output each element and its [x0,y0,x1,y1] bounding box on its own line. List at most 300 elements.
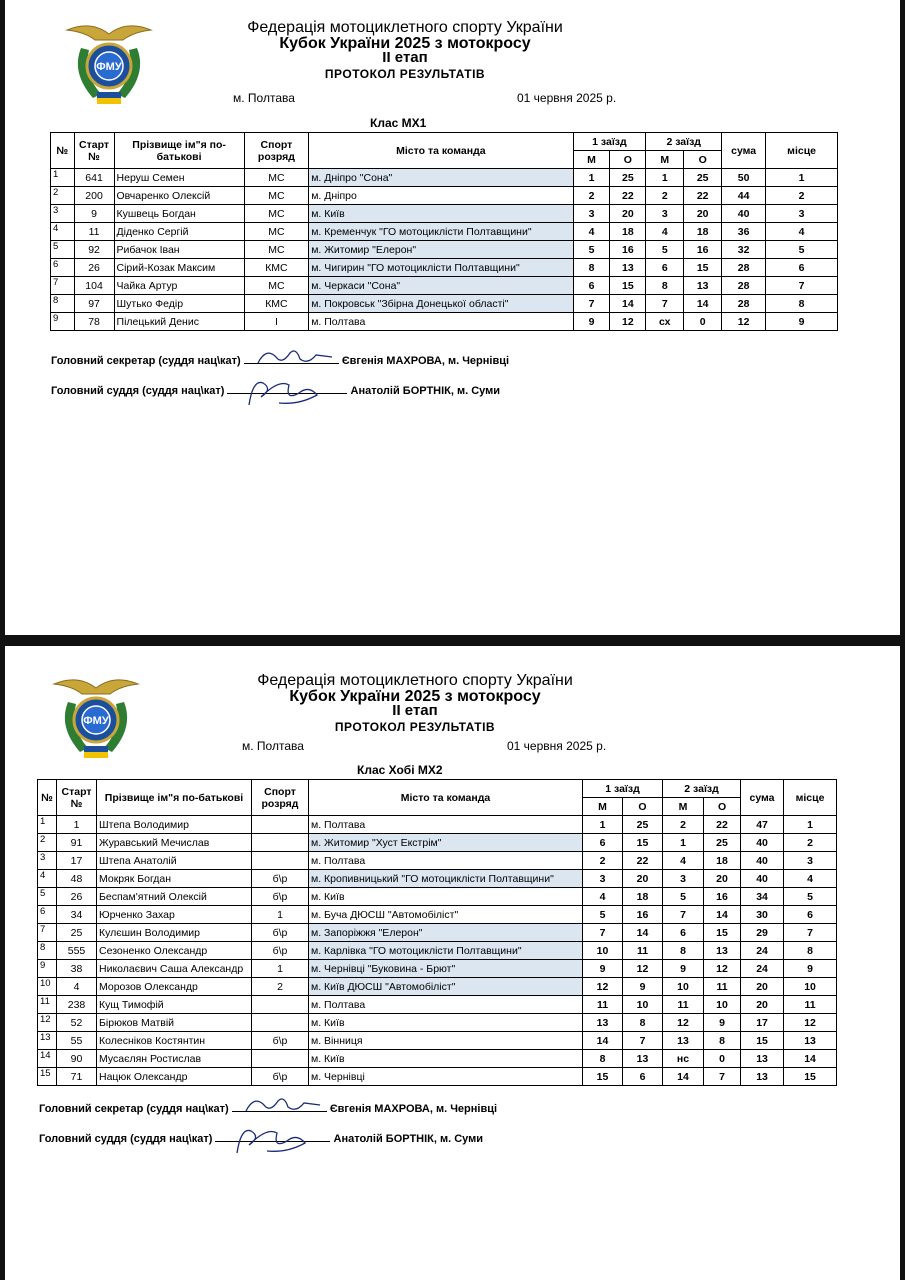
fmsu-logo [63,18,155,108]
total-points: 15 [741,1032,784,1050]
row-number: 3 [51,205,75,223]
table-row [38,816,837,834]
row-number: 8 [38,942,57,960]
race1-position: 1 [573,169,610,187]
sport-rank: КМС [244,295,309,313]
race1-position: 5 [573,241,610,259]
race1-position: 3 [583,870,623,888]
race2-points: 20 [684,205,722,223]
start-number: 34 [57,906,97,924]
race1-position: 2 [573,187,610,205]
sport-rank: б\р [252,1068,309,1086]
federation-name: Федерація мотоциклетного спорту України [247,19,563,36]
sport-rank: б\р [252,924,309,942]
race2-position: 8 [646,277,684,295]
col-header-race1: 1 заїзд [583,780,663,798]
table-row [51,313,838,331]
race2-position: 12 [663,1014,704,1032]
race2-points: 7 [704,1068,741,1086]
final-place: 10 [784,978,837,996]
start-number: 200 [74,187,114,205]
start-number: 97 [74,295,114,313]
city-team: м. Покровськ "Збірна Донецької області" [309,295,573,313]
class-title: Клас МХ1 [370,116,427,130]
judge-signature-line [51,385,500,397]
row-number: 12 [38,1014,57,1032]
sport-rank: б\р [252,888,309,906]
city-team: м. Дніпро "Сона" [309,169,573,187]
secretary-name: Євгенія МАХРОВА, м. Чернівці [329,1103,498,1115]
row-number: 7 [38,924,57,942]
table-row [38,960,837,978]
col-header-start: Старт № [57,780,97,816]
rider-name: Мусаєлян Ростислав [97,1050,252,1068]
rider-name: Овчаренко Олексій [114,187,244,205]
final-place: 5 [784,888,837,906]
final-place: 9 [784,960,837,978]
rider-name: Колесніков Костянтин [97,1032,252,1050]
results-table [37,779,837,1086]
col-header-place: місце [784,780,837,816]
race1-points: 16 [610,241,646,259]
final-place: 6 [766,259,838,277]
race1-position: 3 [573,205,610,223]
table-row [51,169,838,187]
start-number: 11 [74,223,114,241]
race2-position: нс [663,1050,704,1068]
rider-name: Кущ Тимофій [97,996,252,1014]
judge-signature [215,1141,330,1142]
results-body [38,816,837,1086]
row-number: 1 [51,169,75,187]
sport-rank: 1 [252,906,309,924]
judge-signature [227,393,347,394]
sport-rank: МС [244,169,309,187]
rider-name: Діденко Сергій [114,223,244,241]
final-place: 9 [766,313,838,331]
final-place: 1 [766,169,838,187]
race2-position: 1 [663,834,704,852]
race1-points: 12 [610,313,646,331]
race1-points: 6 [623,1068,663,1086]
col-header-m1: М [573,151,610,169]
row-number: 14 [38,1050,57,1068]
row-number: 5 [51,241,75,259]
total-points: 13 [741,1050,784,1068]
race1-points: 13 [610,259,646,277]
city-team: м. Київ [309,888,583,906]
start-number: 71 [57,1068,97,1086]
judge-label: Головний суддя (суддя нац\кат) [51,385,225,397]
race2-position: 13 [663,1032,704,1050]
race1-position: 5 [583,906,623,924]
total-points: 40 [741,870,784,888]
final-place: 6 [784,906,837,924]
final-place: 5 [766,241,838,259]
city-team: м. Київ [309,205,573,223]
race2-position: 3 [663,870,704,888]
fmsu-logo [50,672,142,762]
sport-rank: б\р [252,942,309,960]
total-points: 47 [741,816,784,834]
sport-rank [252,816,309,834]
protocol-title: ПРОТОКОЛ РЕЗУЛЬТАТІВ [334,720,496,734]
rider-name: Нацюк Олександр [97,1068,252,1086]
final-place: 13 [784,1032,837,1050]
row-number: 10 [38,978,57,996]
secretary-signature-line [39,1103,497,1115]
start-number: 641 [74,169,114,187]
race1-position: 6 [573,277,610,295]
judge-label: Головний суддя (суддя нац\кат) [39,1133,213,1145]
col-header-o2: О [704,798,741,816]
race1-position: 9 [583,960,623,978]
race2-points: 22 [684,187,722,205]
race2-points: 14 [684,295,722,313]
protocol-title: ПРОТОКОЛ РЕЗУЛЬТАТІВ [324,67,486,81]
stage-title: II етап [392,702,438,719]
race2-position: 7 [663,906,704,924]
event-date: 01 червня 2025 р. [517,91,617,105]
race1-position: 10 [583,942,623,960]
city-team: м. Черкаси "Сона" [309,277,573,295]
table-row [38,834,837,852]
row-number: 2 [38,834,57,852]
race2-position: 14 [663,1068,704,1086]
city-team: м. Вінниця [309,1032,583,1050]
secretary-label: Головний секретар (суддя нац\кат) [39,1103,229,1115]
col-header-rank: Спорт розряд [252,780,309,816]
race1-position: 12 [583,978,623,996]
results-table [50,132,838,331]
race1-position: 13 [583,1014,623,1032]
total-points: 32 [722,241,766,259]
city-team: м. Київ [309,1014,583,1032]
table-row [38,852,837,870]
race2-position: 9 [663,960,704,978]
race1-position: 9 [573,313,610,331]
race2-points: 13 [684,277,722,295]
race2-points: 16 [704,888,741,906]
col-header-m2: М [646,151,684,169]
table-row [38,924,837,942]
race2-position: 7 [646,295,684,313]
final-place: 2 [766,187,838,205]
race2-position: 5 [646,241,684,259]
start-number: 26 [57,888,97,906]
start-number: 48 [57,870,97,888]
rider-name: Журавський Мечислав [97,834,252,852]
race2-position: 4 [646,223,684,241]
sport-rank: МС [244,205,309,223]
row-number: 4 [51,223,75,241]
city-team: м. Чигирин "ГО мотоциклісти Полтавщини" [309,259,573,277]
race1-position: 14 [583,1032,623,1050]
race1-points: 18 [610,223,646,241]
rider-name: Сезоненко Олександр [97,942,252,960]
race2-points: 25 [704,834,741,852]
start-number: 55 [57,1032,97,1050]
start-number: 9 [74,205,114,223]
federation-name: Федерація мотоциклетного спорту України [257,672,573,689]
race1-points: 13 [623,1050,663,1068]
race1-points: 14 [610,295,646,313]
col-header-name: Прізвище ім"я по-батькові [97,780,252,816]
race1-position: 7 [583,924,623,942]
race2-points: 14 [704,906,741,924]
race1-points: 12 [623,960,663,978]
race2-points: 15 [704,924,741,942]
race1-position: 11 [583,996,623,1014]
total-points: 50 [722,169,766,187]
total-points: 24 [741,942,784,960]
city-team: м. Житомир "Елерон" [309,241,573,259]
race2-position: 4 [663,852,704,870]
race1-points: 18 [623,888,663,906]
col-header-start: Старт № [74,133,114,169]
protocol-page-hobby-mx2 [5,646,900,1280]
rider-name: Николаєвич Саша Александр [97,960,252,978]
race1-position: 6 [583,834,623,852]
city-team: м. Кропивницький "ГО мотоциклісти Полтавщини" [309,870,583,888]
col-header-m1: М [583,798,623,816]
race2-points: 18 [684,223,722,241]
final-place: 8 [784,942,837,960]
col-header-race2: 2 заїзд [646,133,722,151]
table-row [51,187,838,205]
col-header-o1: О [623,798,663,816]
final-place: 4 [784,870,837,888]
table-row [38,942,837,960]
race1-points: 14 [623,924,663,942]
rider-name: Мокряк Богдан [97,870,252,888]
final-place: 2 [784,834,837,852]
race2-position: 1 [646,169,684,187]
table-row [38,1014,837,1032]
total-points: 13 [741,1068,784,1086]
race2-position: 8 [663,942,704,960]
results-body [51,169,838,331]
judge-signature-line [39,1133,483,1145]
rider-name: Юрченко Захар [97,906,252,924]
sport-rank: б\р [252,1032,309,1050]
race2-position: 6 [646,259,684,277]
rider-name: Кушвець Богдан [114,205,244,223]
city-team: м. Запоріжжя "Елерон" [309,924,583,942]
cup-title: Кубок України 2025 з мотокросу [279,35,531,52]
secretary-signature [232,1111,327,1112]
final-place: 11 [784,996,837,1014]
sport-rank [252,1050,309,1068]
final-place: 14 [784,1050,837,1068]
protocol-page-mx1 [5,0,900,635]
row-number: 6 [51,259,75,277]
rider-name: Пілецький Денис [114,313,244,331]
sport-rank: б\р [252,870,309,888]
race2-points: 16 [684,241,722,259]
race2-position: 5 [663,888,704,906]
rider-name: Штепа Анатолій [97,852,252,870]
race1-points: 8 [623,1014,663,1032]
city-team: м. Чернівці "Буковина - Брют" [309,960,583,978]
final-place: 4 [766,223,838,241]
total-points: 28 [722,277,766,295]
col-header-race2: 2 заїзд [663,780,741,798]
race1-position: 2 [583,852,623,870]
race1-points: 15 [623,834,663,852]
start-number: 25 [57,924,97,942]
total-points: 36 [722,223,766,241]
race1-position: 4 [583,888,623,906]
race2-position: 6 [663,924,704,942]
race1-position: 1 [583,816,623,834]
city-team: м. Кременчук "ГО мотоциклісти Полтавщини" [309,223,573,241]
rider-name: Бірюков Матвій [97,1014,252,1032]
rider-name: Рибачок Іван [114,241,244,259]
sport-rank: 1 [252,960,309,978]
total-points: 20 [741,996,784,1014]
col-header-no: № [38,780,57,816]
svg-text:ФМУ: ФМУ [96,61,122,73]
city-team: м. Дніпро [309,187,573,205]
total-points: 40 [741,834,784,852]
race1-points: 20 [610,205,646,223]
row-number: 5 [38,888,57,906]
race2-points: 22 [704,816,741,834]
table-row [38,1068,837,1086]
table-row [38,996,837,1014]
sport-rank: МС [244,277,309,295]
race1-points: 9 [623,978,663,996]
col-header-rank: Спорт розряд [244,133,309,169]
rider-name: Чайка Артур [114,277,244,295]
table-row [38,1050,837,1068]
rider-name: Штепа Володимир [97,816,252,834]
city-team: м. Київ [309,1050,583,1068]
col-header-sum: сума [722,133,766,169]
sport-rank: I [244,313,309,331]
col-header-no: № [51,133,75,169]
city-team: м. Буча ДЮСШ "Автомобіліст" [309,906,583,924]
race1-points: 15 [610,277,646,295]
total-points: 28 [722,295,766,313]
race1-points: 16 [623,906,663,924]
race2-points: 0 [684,313,722,331]
col-header-m2: М [663,798,704,816]
race2-points: 13 [704,942,741,960]
start-number: 4 [57,978,97,996]
race2-position: 2 [663,816,704,834]
row-number: 4 [38,870,57,888]
table-row [38,906,837,924]
race1-position: 4 [573,223,610,241]
rider-name: Кулєшин Володимир [97,924,252,942]
total-points: 29 [741,924,784,942]
table-row [38,1032,837,1050]
start-number: 90 [57,1050,97,1068]
total-points: 44 [722,187,766,205]
start-number: 26 [74,259,114,277]
city-team: м. Полтава [309,996,583,1014]
sport-rank: 2 [252,978,309,996]
table-row [38,888,837,906]
row-number: 1 [38,816,57,834]
race1-points: 10 [623,996,663,1014]
race1-points: 22 [623,852,663,870]
final-place: 7 [784,924,837,942]
table-row [38,870,837,888]
stage-title: II етап [382,49,428,66]
sport-rank [252,852,309,870]
race2-points: 8 [704,1032,741,1050]
event-date: 01 червня 2025 р. [507,739,607,753]
final-place: 15 [784,1068,837,1086]
secretary-signature-line [51,355,509,367]
final-place: 1 [784,816,837,834]
total-points: 40 [741,852,784,870]
final-place: 3 [784,852,837,870]
secretary-name: Євгенія МАХРОВА, м. Чернівці [341,355,510,367]
rider-name: Шутько Федір [114,295,244,313]
race1-points: 22 [610,187,646,205]
race2-points: 9 [704,1014,741,1032]
table-row [38,978,837,996]
start-number: 38 [57,960,97,978]
total-points: 28 [722,259,766,277]
row-number: 8 [51,295,75,313]
start-number: 92 [74,241,114,259]
table-row [51,205,838,223]
start-number: 78 [74,313,114,331]
final-place: 7 [766,277,838,295]
race2-points: 0 [704,1050,741,1068]
judge-name: Анатолій БОРТНІК, м. Суми [350,385,501,397]
race1-position: 8 [583,1050,623,1068]
sport-rank [252,996,309,1014]
cup-title: Кубок України 2025 з мотокросу [289,688,541,705]
race2-points: 20 [704,870,741,888]
event-city: м. Полтава [233,91,295,105]
col-header-o2: О [684,151,722,169]
city-team: м. Київ ДЮСШ "Автомобіліст" [309,978,583,996]
city-team: м. Полтава [309,313,573,331]
row-number: 9 [38,960,57,978]
race1-position: 15 [583,1068,623,1086]
sport-rank: МС [244,241,309,259]
col-header-place: місце [766,133,838,169]
judge-name: Анатолій БОРТНІК, м. Суми [333,1133,484,1145]
secretary-signature [244,363,339,364]
total-points: 30 [741,906,784,924]
start-number: 17 [57,852,97,870]
race2-points: 12 [704,960,741,978]
city-team: м. Житомир "Хуст Екстрім" [309,834,583,852]
total-points: 34 [741,888,784,906]
row-number: 2 [51,187,75,205]
race2-position: 11 [663,996,704,1014]
race2-points: 25 [684,169,722,187]
rider-name: Морозов Олександр [97,978,252,996]
total-points: 20 [741,978,784,996]
total-points: 40 [722,205,766,223]
race1-points: 20 [623,870,663,888]
race2-position: 10 [663,978,704,996]
city-team: м. Полтава [309,816,583,834]
row-number: 3 [38,852,57,870]
sport-rank: МС [244,223,309,241]
race1-points: 11 [623,942,663,960]
race1-points: 25 [623,816,663,834]
